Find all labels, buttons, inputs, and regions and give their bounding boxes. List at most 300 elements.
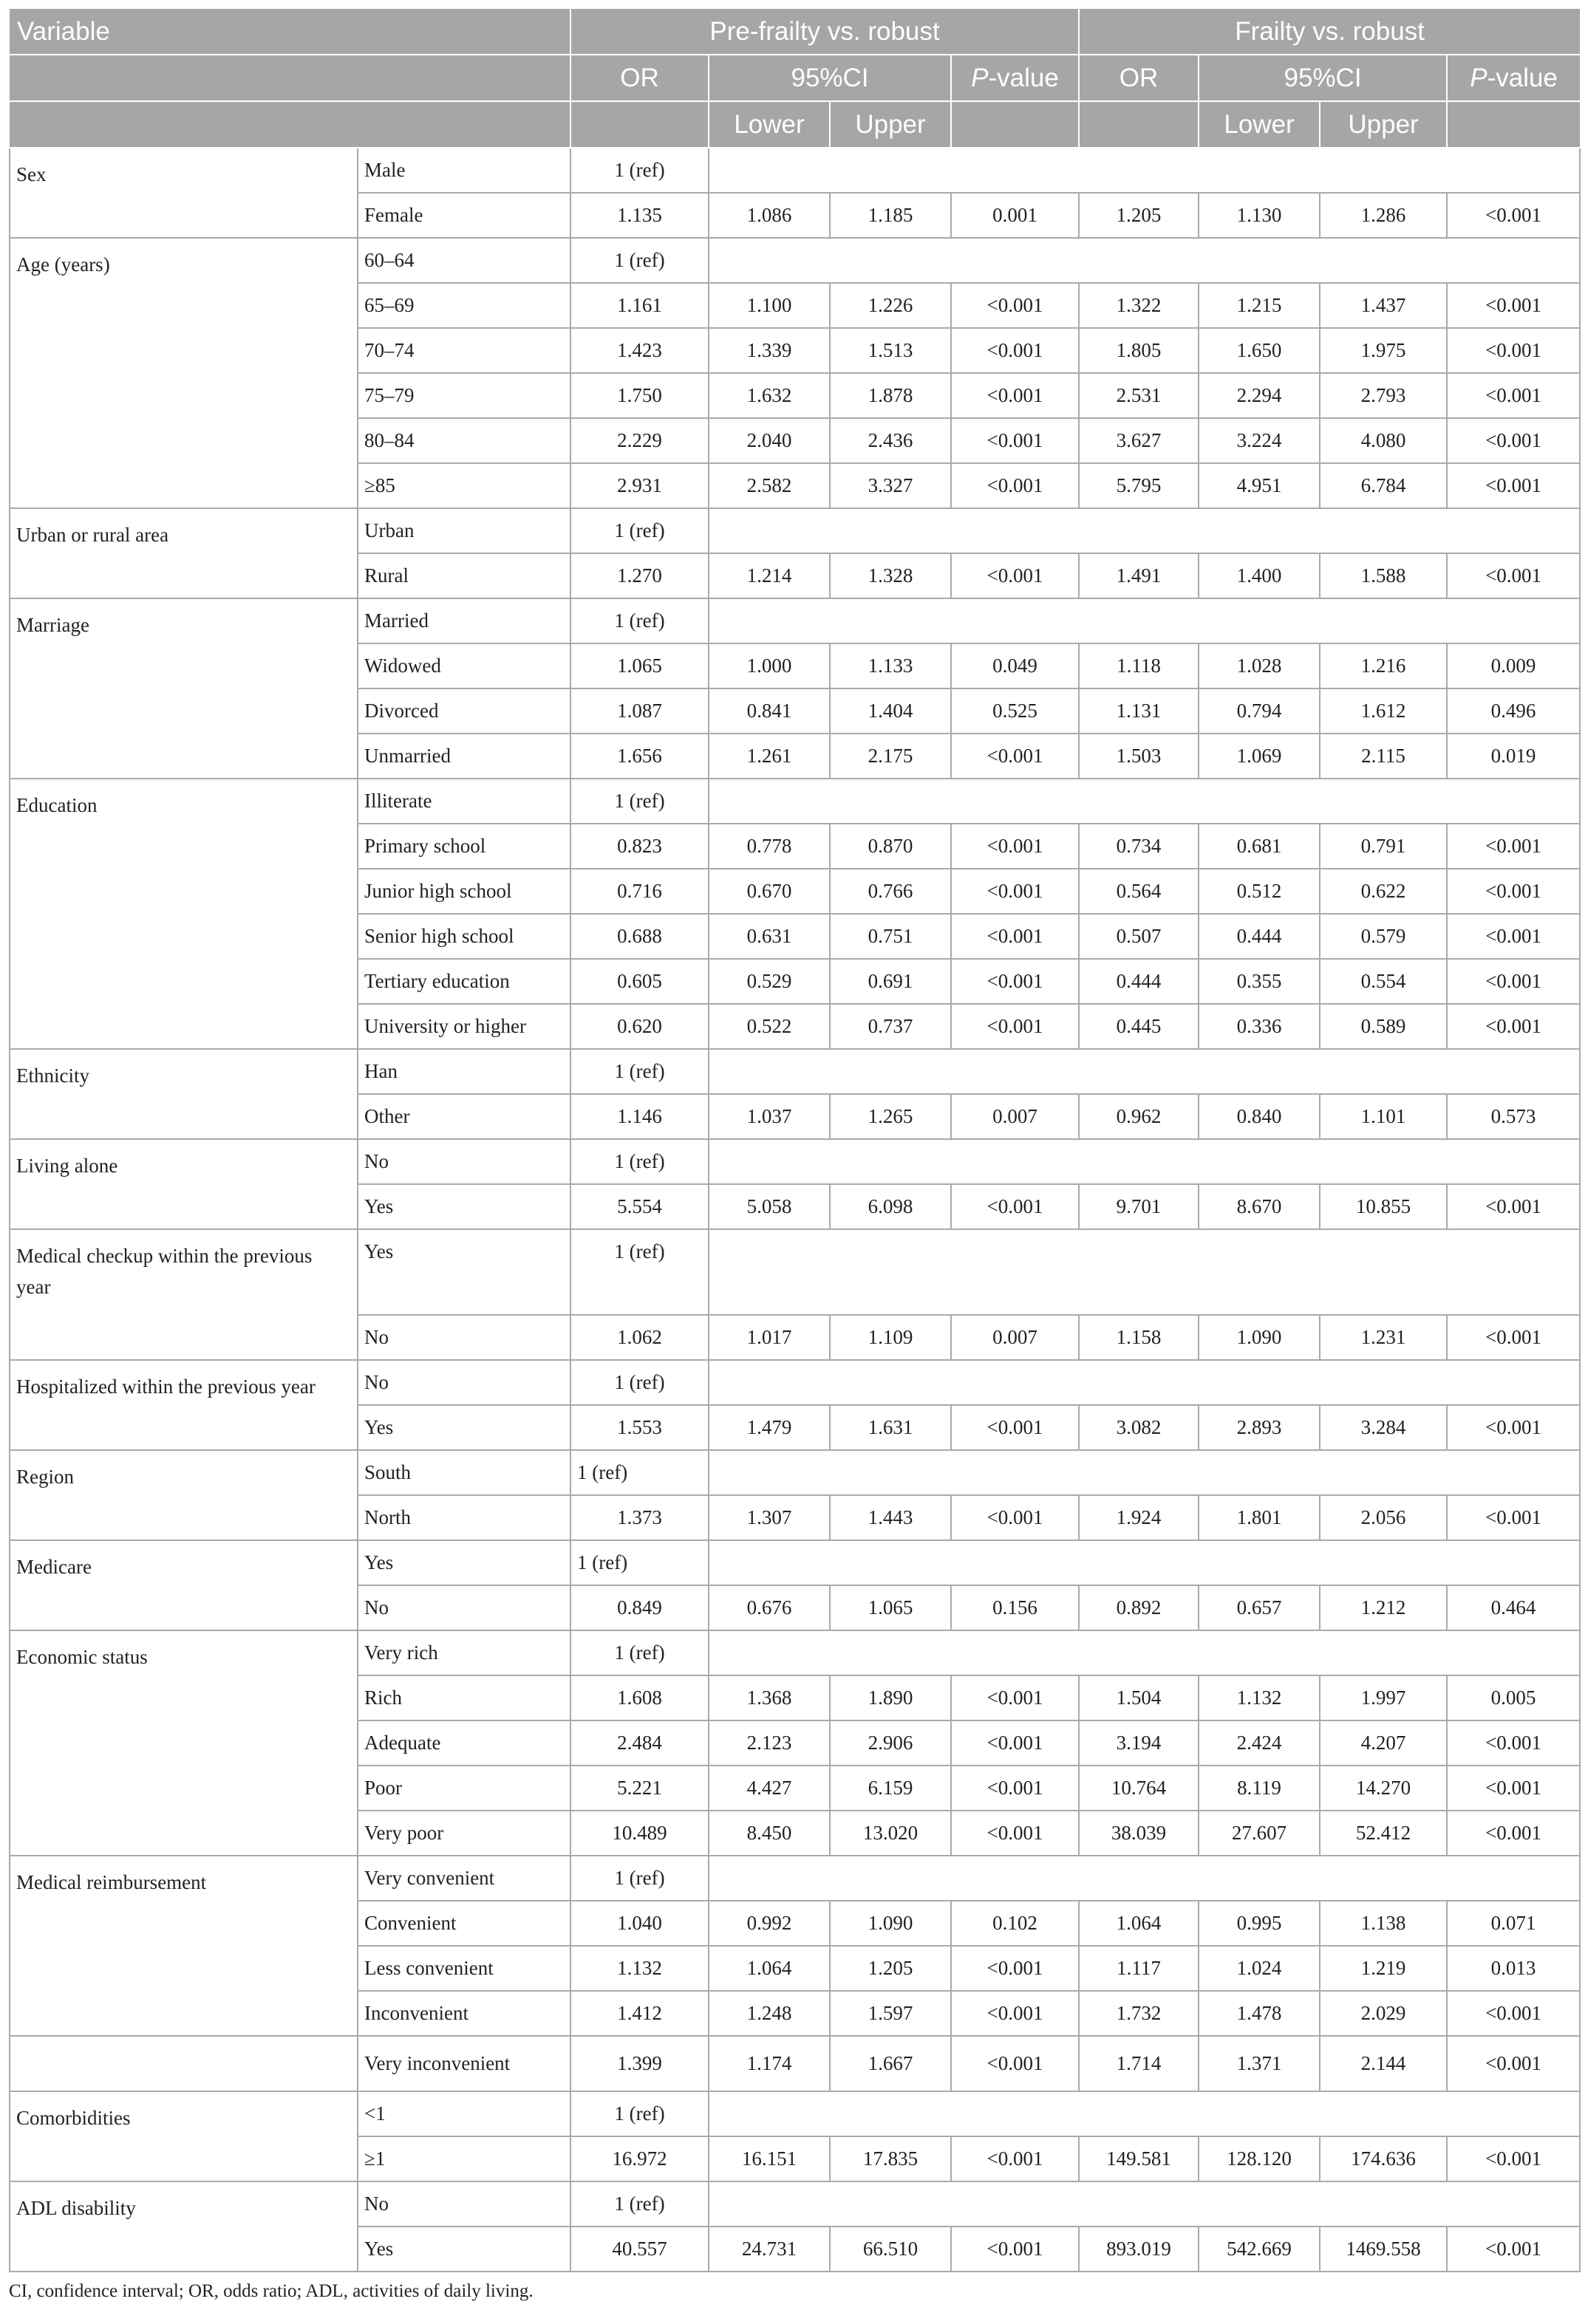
table-row xyxy=(10,2091,1580,2136)
value-cell: 1.667 xyxy=(830,2036,951,2091)
value-cell: 1.138 xyxy=(1320,1901,1447,1946)
value-cell: 0.766 xyxy=(830,869,951,914)
value-cell: 1.801 xyxy=(1199,1495,1320,1540)
value-cell: <0.001 xyxy=(1447,2036,1580,2091)
category-cell: Junior high school xyxy=(358,869,570,914)
header-upper-1: Upper xyxy=(830,101,951,148)
reference-cell: 1 (ref) xyxy=(570,1360,709,1405)
value-cell: 1.064 xyxy=(709,1946,830,1991)
value-cell: 0.995 xyxy=(1199,1901,1320,1946)
value-cell: <0.001 xyxy=(1447,1495,1580,1540)
value-cell: <0.001 xyxy=(1447,193,1580,238)
value-cell: 1.205 xyxy=(830,1946,951,1991)
value-cell: 2.793 xyxy=(1320,373,1447,418)
value-cell: 1.412 xyxy=(570,1991,709,2036)
value-cell: 1.631 xyxy=(830,1405,951,1450)
table-row xyxy=(10,1630,1580,1675)
empty-cell xyxy=(709,2181,1580,2226)
table-row xyxy=(10,1540,1580,1585)
category-cell: Yes xyxy=(358,1540,570,1585)
value-cell: 1.130 xyxy=(1199,193,1320,238)
variable-cell: ADL disability xyxy=(10,2181,358,2272)
value-cell: 1.732 xyxy=(1079,1991,1199,2036)
table-row xyxy=(10,2036,1580,2091)
value-cell: 52.412 xyxy=(1320,1811,1447,1856)
value-cell: 4.080 xyxy=(1320,418,1447,463)
value-cell: <0.001 xyxy=(951,1811,1079,1856)
value-cell: 1.017 xyxy=(709,1315,830,1360)
header-group-prefrailty: Pre-frailty vs. robust xyxy=(570,9,1079,55)
table-row xyxy=(10,779,1580,824)
value-cell: 1.248 xyxy=(709,1991,830,2036)
header-variable: Variable xyxy=(10,9,570,55)
value-cell: 0.892 xyxy=(1079,1585,1199,1630)
value-cell: 4.427 xyxy=(709,1766,830,1811)
value-cell: 1.132 xyxy=(570,1946,709,1991)
value-cell: 0.794 xyxy=(1199,688,1320,734)
value-cell: 1.216 xyxy=(1320,643,1447,688)
value-cell: 2.040 xyxy=(709,418,830,463)
value-cell: 0.522 xyxy=(709,1004,830,1049)
value-cell: <0.001 xyxy=(1447,1766,1580,1811)
value-cell: <0.001 xyxy=(951,2226,1079,2272)
value-cell: 0.778 xyxy=(709,824,830,869)
value-cell: 0.464 xyxy=(1447,1585,1580,1630)
category-cell: Yes xyxy=(358,1184,570,1229)
value-cell: 0.622 xyxy=(1320,869,1447,914)
value-cell: 2.056 xyxy=(1320,1495,1447,1540)
variable-cell: Ethnicity xyxy=(10,1049,358,1139)
value-cell: 1.000 xyxy=(709,643,830,688)
value-cell: 0.071 xyxy=(1447,1901,1580,1946)
value-cell: <0.001 xyxy=(1447,418,1580,463)
value-cell: 1.086 xyxy=(709,193,830,238)
value-cell: 1.399 xyxy=(570,2036,709,2091)
value-cell: 0.681 xyxy=(1199,824,1320,869)
value-cell: 0.737 xyxy=(830,1004,951,1049)
value-cell: 0.691 xyxy=(830,959,951,1004)
table-container xyxy=(9,9,1579,2302)
category-cell: No xyxy=(358,1139,570,1184)
value-cell: 1.101 xyxy=(1320,1094,1447,1139)
value-cell: 0.005 xyxy=(1447,1675,1580,1720)
value-cell: 1.214 xyxy=(709,553,830,598)
value-cell: 1.132 xyxy=(1199,1675,1320,1720)
value-cell: 542.669 xyxy=(1199,2226,1320,2272)
category-cell: Illiterate xyxy=(358,779,570,824)
value-cell: 10.764 xyxy=(1079,1766,1199,1811)
value-cell: 1.400 xyxy=(1199,553,1320,598)
value-cell: 0.579 xyxy=(1320,914,1447,959)
value-cell: 1.750 xyxy=(570,373,709,418)
value-cell: 0.445 xyxy=(1079,1004,1199,1049)
value-cell: 1.117 xyxy=(1079,1946,1199,1991)
header-lower-1: Lower xyxy=(709,101,830,148)
value-cell: 1.100 xyxy=(709,283,830,328)
category-cell: ≥1 xyxy=(358,2136,570,2181)
empty-cell xyxy=(709,1229,1580,1315)
category-cell: Other xyxy=(358,1094,570,1139)
value-cell: 0.670 xyxy=(709,869,830,914)
value-cell: 1.491 xyxy=(1079,553,1199,598)
reference-cell: 1 (ref) xyxy=(570,779,709,824)
value-cell: <0.001 xyxy=(951,1766,1079,1811)
value-cell: 10.489 xyxy=(570,1811,709,1856)
category-cell: 70–74 xyxy=(358,328,570,373)
variable-cell: Economic status xyxy=(10,1630,358,1856)
value-cell: 8.119 xyxy=(1199,1766,1320,1811)
value-cell: 3.627 xyxy=(1079,418,1199,463)
value-cell: <0.001 xyxy=(951,824,1079,869)
value-cell: 2.582 xyxy=(709,463,830,508)
value-cell: <0.001 xyxy=(951,2036,1079,2091)
category-cell: No xyxy=(358,1585,570,1630)
value-cell: 1.588 xyxy=(1320,553,1447,598)
value-cell: 0.007 xyxy=(951,1315,1079,1360)
value-cell: 8.670 xyxy=(1199,1184,1320,1229)
value-cell: 14.270 xyxy=(1320,1766,1447,1811)
value-cell: 6.098 xyxy=(830,1184,951,1229)
category-cell: Tertiary education xyxy=(358,959,570,1004)
category-cell: 80–84 xyxy=(358,418,570,463)
value-cell: 3.327 xyxy=(830,463,951,508)
value-cell: 3.082 xyxy=(1079,1405,1199,1450)
value-cell: 1.328 xyxy=(830,553,951,598)
value-cell: 0.631 xyxy=(709,914,830,959)
table-row xyxy=(10,508,1580,553)
category-cell: Yes xyxy=(358,1405,570,1450)
value-cell: 4.207 xyxy=(1320,1720,1447,1766)
empty-cell xyxy=(709,148,1580,193)
category-cell: Adequate xyxy=(358,1720,570,1766)
value-cell: 40.557 xyxy=(570,2226,709,2272)
category-cell: Primary school xyxy=(358,824,570,869)
value-cell: <0.001 xyxy=(951,373,1079,418)
reference-cell: 1 (ref) xyxy=(570,1540,709,1585)
category-cell: 60–64 xyxy=(358,238,570,283)
value-cell: 1.373 xyxy=(570,1495,709,1540)
category-cell: Very poor xyxy=(358,1811,570,1856)
value-cell: 13.020 xyxy=(830,1811,951,1856)
value-cell: <0.001 xyxy=(1447,373,1580,418)
category-cell: Yes xyxy=(358,2226,570,2272)
value-cell: 1.608 xyxy=(570,1675,709,1720)
value-cell: 5.795 xyxy=(1079,463,1199,508)
value-cell: 1.371 xyxy=(1199,2036,1320,2091)
value-cell: 1.479 xyxy=(709,1405,830,1450)
reference-cell: 1 (ref) xyxy=(570,508,709,553)
category-cell: South xyxy=(358,1450,570,1495)
category-cell: Male xyxy=(358,148,570,193)
reference-cell: 1 (ref) xyxy=(570,1139,709,1184)
value-cell: <0.001 xyxy=(951,1495,1079,1540)
value-cell: 2.229 xyxy=(570,418,709,463)
category-cell: Yes xyxy=(358,1229,570,1315)
table-row xyxy=(10,1360,1580,1405)
value-cell: 2.115 xyxy=(1320,734,1447,779)
value-cell: 0.564 xyxy=(1079,869,1199,914)
table-footnote: CI, confidence interval; OR, odds ratio; ADL, activities of daily living. xyxy=(9,2281,534,2301)
variable-cell: Marriage xyxy=(10,598,358,779)
category-cell: No xyxy=(358,1315,570,1360)
reference-cell: 1 (ref) xyxy=(570,148,709,193)
value-cell: 1.437 xyxy=(1320,283,1447,328)
value-cell: 1.090 xyxy=(830,1901,951,1946)
variable-cell: Medical checkup within the previous year xyxy=(10,1229,358,1360)
header-blank xyxy=(951,101,1079,148)
category-cell: No xyxy=(358,1360,570,1405)
empty-cell xyxy=(709,1450,1580,1495)
header-blank xyxy=(10,55,570,101)
empty-cell xyxy=(709,1139,1580,1184)
category-cell: Very convenient xyxy=(358,1856,570,1901)
value-cell: 5.221 xyxy=(570,1766,709,1811)
header-or-1: OR xyxy=(570,55,709,101)
reference-cell: 1 (ref) xyxy=(570,1630,709,1675)
value-cell: 1469.558 xyxy=(1320,2226,1447,2272)
value-cell: <0.001 xyxy=(951,553,1079,598)
value-cell: 0.529 xyxy=(709,959,830,1004)
value-cell: 1.226 xyxy=(830,283,951,328)
value-cell: 2.931 xyxy=(570,463,709,508)
value-cell: 1.161 xyxy=(570,283,709,328)
value-cell: 10.855 xyxy=(1320,1184,1447,1229)
table-row xyxy=(10,148,1580,193)
value-cell: <0.001 xyxy=(1447,2136,1580,2181)
category-cell: Married xyxy=(358,598,570,643)
value-cell: 0.734 xyxy=(1079,824,1199,869)
variable-cell: Region xyxy=(10,1450,358,1540)
value-cell: 1.265 xyxy=(830,1094,951,1139)
header-ci-2: 95%CI xyxy=(1199,55,1447,101)
table-row xyxy=(10,1856,1580,1901)
category-cell: Urban xyxy=(358,508,570,553)
variable-cell: Age (years) xyxy=(10,238,358,508)
value-cell: <0.001 xyxy=(951,328,1079,373)
value-cell: 174.636 xyxy=(1320,2136,1447,2181)
value-cell: 1.443 xyxy=(830,1495,951,1540)
value-cell: <0.001 xyxy=(1447,959,1580,1004)
reference-cell: 1 (ref) xyxy=(570,238,709,283)
header-blank xyxy=(1079,101,1199,148)
value-cell: 17.835 xyxy=(830,2136,951,2181)
value-cell: 3.284 xyxy=(1320,1405,1447,1450)
table-row xyxy=(10,598,1580,643)
value-cell: 1.597 xyxy=(830,1991,951,2036)
value-cell: 1.924 xyxy=(1079,1495,1199,1540)
value-cell: 0.751 xyxy=(830,914,951,959)
value-cell: 0.688 xyxy=(570,914,709,959)
empty-cell xyxy=(709,779,1580,824)
value-cell: 1.261 xyxy=(709,734,830,779)
value-cell: 2.484 xyxy=(570,1720,709,1766)
value-cell: 2.029 xyxy=(1320,1991,1447,2036)
value-cell: 66.510 xyxy=(830,2226,951,2272)
value-cell: 1.890 xyxy=(830,1675,951,1720)
value-cell: 0.013 xyxy=(1447,1946,1580,1991)
value-cell: <0.001 xyxy=(1447,1811,1580,1856)
category-cell: No xyxy=(358,2181,570,2226)
value-cell: <0.001 xyxy=(951,1004,1079,1049)
value-cell: 1.212 xyxy=(1320,1585,1447,1630)
category-cell: Senior high school xyxy=(358,914,570,959)
value-cell: 149.581 xyxy=(1079,2136,1199,2181)
value-cell: 0.156 xyxy=(951,1585,1079,1630)
value-cell: 1.024 xyxy=(1199,1946,1320,1991)
value-cell: 0.962 xyxy=(1079,1094,1199,1139)
header-upper-2: Upper xyxy=(1320,101,1447,148)
category-cell: Widowed xyxy=(358,643,570,688)
value-cell: 0.009 xyxy=(1447,643,1580,688)
value-cell: <0.001 xyxy=(951,1184,1079,1229)
reference-cell: 1 (ref) xyxy=(570,1049,709,1094)
value-cell: 4.951 xyxy=(1199,463,1320,508)
empty-cell xyxy=(709,1360,1580,1405)
category-cell: Rich xyxy=(358,1675,570,1720)
value-cell: 1.975 xyxy=(1320,328,1447,373)
value-cell: 16.151 xyxy=(709,2136,830,2181)
header-ci-1: 95%CI xyxy=(709,55,951,101)
value-cell: 0.840 xyxy=(1199,1094,1320,1139)
value-cell: <0.001 xyxy=(951,2136,1079,2181)
value-cell: 8.450 xyxy=(709,1811,830,1856)
value-cell: 1.270 xyxy=(570,553,709,598)
value-cell: 2.531 xyxy=(1079,373,1199,418)
odds-ratio-table xyxy=(9,9,1581,2272)
reference-cell: 1 (ref) xyxy=(570,598,709,643)
variable-cell: Hospitalized within the previous year xyxy=(10,1360,358,1450)
table-body xyxy=(10,148,1580,2272)
value-cell: 1.612 xyxy=(1320,688,1447,734)
value-cell: 1.553 xyxy=(570,1405,709,1450)
value-cell: <0.001 xyxy=(1447,824,1580,869)
value-cell: 1.805 xyxy=(1079,328,1199,373)
value-cell: 3.224 xyxy=(1199,418,1320,463)
table-row xyxy=(10,1139,1580,1184)
empty-cell xyxy=(709,2091,1580,2136)
value-cell: 0.676 xyxy=(709,1585,830,1630)
header-or-2: OR xyxy=(1079,55,1199,101)
value-cell: <0.001 xyxy=(951,1675,1079,1720)
category-cell: Rural xyxy=(358,553,570,598)
category-cell: Very inconvenient xyxy=(358,2036,570,2091)
value-cell: 0.001 xyxy=(951,193,1079,238)
header-blank xyxy=(10,101,570,148)
value-cell: 1.158 xyxy=(1079,1315,1199,1360)
category-cell: Poor xyxy=(358,1766,570,1811)
header-blank xyxy=(570,101,709,148)
value-cell: 1.404 xyxy=(830,688,951,734)
value-cell: 2.906 xyxy=(830,1720,951,1766)
value-cell: 24.731 xyxy=(709,2226,830,2272)
reference-cell: 1 (ref) xyxy=(570,2091,709,2136)
value-cell: <0.001 xyxy=(1447,914,1580,959)
value-cell: 1.064 xyxy=(1079,1901,1199,1946)
value-cell: 1.423 xyxy=(570,328,709,373)
value-cell: 0.336 xyxy=(1199,1004,1320,1049)
category-cell: Female xyxy=(358,193,570,238)
value-cell: 1.065 xyxy=(570,643,709,688)
value-cell: 0.102 xyxy=(951,1901,1079,1946)
header-lower-2: Lower xyxy=(1199,101,1320,148)
table-row xyxy=(10,1049,1580,1094)
category-cell: Inconvenient xyxy=(358,1991,570,2036)
value-cell: <0.001 xyxy=(951,418,1079,463)
table-row xyxy=(10,2181,1580,2226)
value-cell: 2.436 xyxy=(830,418,951,463)
value-cell: 1.368 xyxy=(709,1675,830,1720)
value-cell: 1.215 xyxy=(1199,283,1320,328)
value-cell: 0.554 xyxy=(1320,959,1447,1004)
value-cell: 1.878 xyxy=(830,373,951,418)
value-cell: <0.001 xyxy=(1447,1315,1580,1360)
value-cell: 9.701 xyxy=(1079,1184,1199,1229)
value-cell: <0.001 xyxy=(1447,2226,1580,2272)
empty-cell xyxy=(709,508,1580,553)
value-cell: 1.065 xyxy=(830,1585,951,1630)
value-cell: <0.001 xyxy=(1447,283,1580,328)
value-cell: <0.001 xyxy=(951,1720,1079,1766)
value-cell: <0.001 xyxy=(951,463,1079,508)
value-cell: 1.322 xyxy=(1079,283,1199,328)
value-cell: <0.001 xyxy=(951,1991,1079,2036)
variable-cell: Education xyxy=(10,779,358,1049)
empty-cell xyxy=(709,238,1580,283)
value-cell: 0.589 xyxy=(1320,1004,1447,1049)
reference-cell: 1 (ref) xyxy=(570,2181,709,2226)
category-cell: Divorced xyxy=(358,688,570,734)
value-cell: 1.650 xyxy=(1199,328,1320,373)
value-cell: 0.444 xyxy=(1079,959,1199,1004)
value-cell: 1.118 xyxy=(1079,643,1199,688)
value-cell: 1.146 xyxy=(570,1094,709,1139)
value-cell: <0.001 xyxy=(951,1946,1079,1991)
category-cell: North xyxy=(358,1495,570,1540)
value-cell: 1.185 xyxy=(830,193,951,238)
header-blank xyxy=(1447,101,1580,148)
value-cell: 1.513 xyxy=(830,328,951,373)
category-cell: ≥85 xyxy=(358,463,570,508)
empty-cell xyxy=(709,1540,1580,1585)
value-cell: 1.504 xyxy=(1079,1675,1199,1720)
value-cell: 27.607 xyxy=(1199,1811,1320,1856)
value-cell: 1.174 xyxy=(709,2036,830,2091)
value-cell: 0.525 xyxy=(951,688,1079,734)
value-cell: 2.144 xyxy=(1320,2036,1447,2091)
category-cell: <1 xyxy=(358,2091,570,2136)
empty-cell xyxy=(709,1049,1580,1094)
value-cell: 0.870 xyxy=(830,824,951,869)
reference-cell: 1 (ref) xyxy=(570,1856,709,1901)
value-cell: 0.620 xyxy=(570,1004,709,1049)
value-cell: 2.424 xyxy=(1199,1720,1320,1766)
value-cell: 1.087 xyxy=(570,688,709,734)
table-row xyxy=(10,1450,1580,1495)
value-cell: 0.841 xyxy=(709,688,830,734)
variable-cell: Medical reimbursement xyxy=(10,1856,358,2036)
value-cell: <0.001 xyxy=(1447,328,1580,373)
value-cell: <0.001 xyxy=(1447,1405,1580,1450)
empty-cell xyxy=(709,1630,1580,1675)
value-cell: 0.573 xyxy=(1447,1094,1580,1139)
table-header xyxy=(10,9,1580,148)
value-cell: 3.194 xyxy=(1079,1720,1199,1766)
value-cell: 0.355 xyxy=(1199,959,1320,1004)
value-cell: 1.286 xyxy=(1320,193,1447,238)
value-cell: 1.135 xyxy=(570,193,709,238)
value-cell: <0.001 xyxy=(1447,1720,1580,1766)
value-cell: <0.001 xyxy=(1447,1004,1580,1049)
